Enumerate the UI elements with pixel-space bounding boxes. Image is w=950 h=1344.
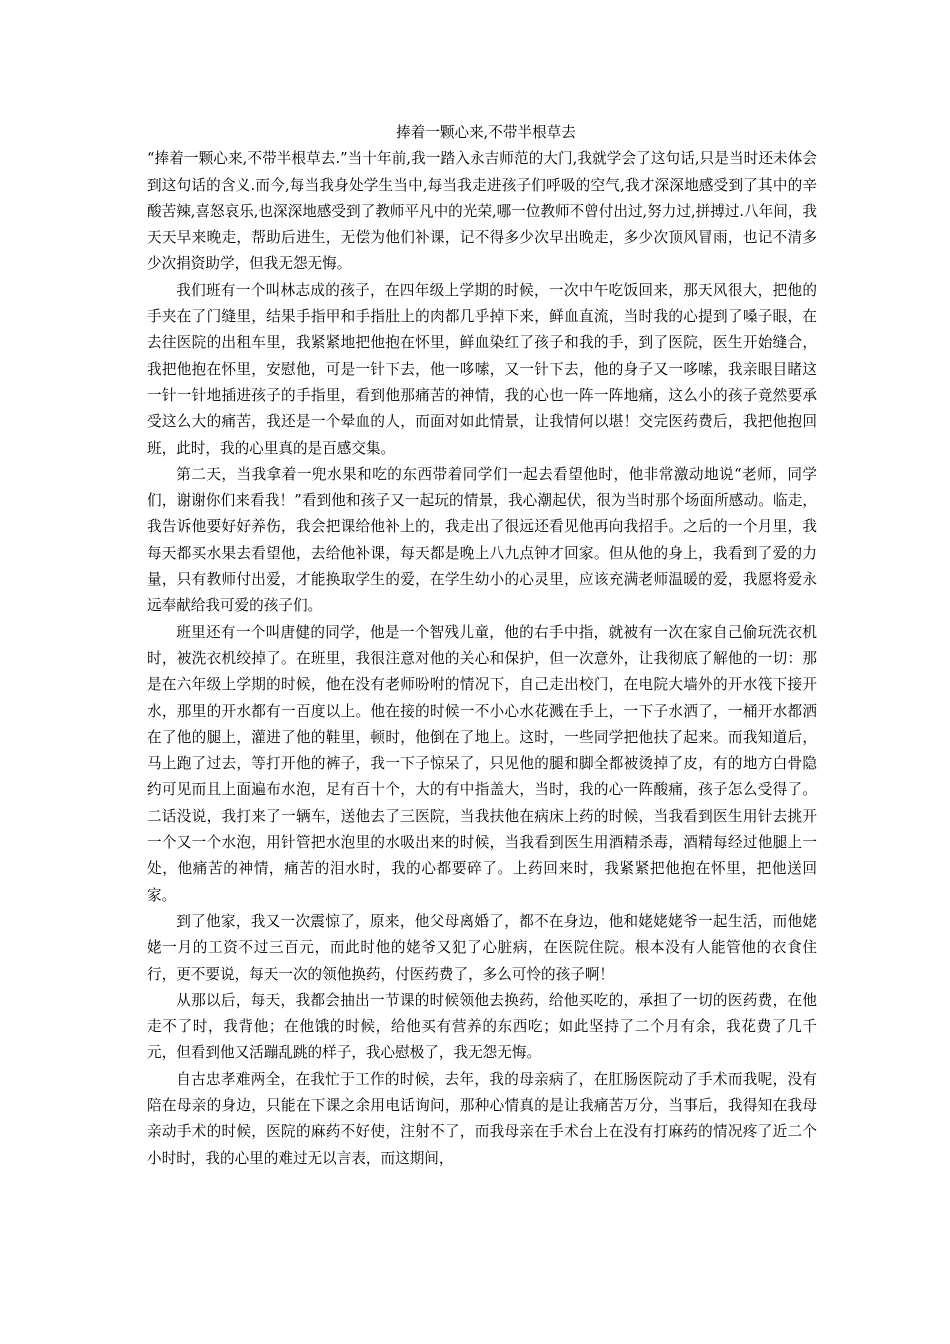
paragraph-1: “捧着一颗心来,不带半根草去.”当十年前,我一踏入永吉师范的大门,我就学会了这句话,只是当时还未体会到这句话的含义.而今,每当我身处学生当中,每当我走进孩子们呼吸的空气,我才深深地感受到了其中的辛酸苦辣,喜怒哀乐,也深深地感受到了教师平凡中的光荣,哪一位教师不曾付出过,努力过,拼搏过.八年间，我天天早来晚走，帮助后进生，无偿为他们补课，记不得多少次早出晚走，多少次顶风冒雨，也记不清多少次捐资助学，但我无怨无悔。	[147, 150, 817, 273]
paragraph-4: 班里还有一个叫唐健的同学，他是一个智残儿童，他的右手中指，就被有一次在家自己偷玩洗衣机时，被洗衣机绞掉了。在班里，我很注意对他的关心和保护，但一次意外，让我彻底了解他的一切：那是在六年级上学期的时候，他在没有老师吩咐的情况下，自己走出校门，在电院大墙外的开水筏下接开水，那里的开水都有一百度以上。他在接的时候一不小心水花溅在手上，一下子水洒了，一桶开水都洒在了他的腿上，灌进了他的鞋里，顿时，他倒在了地上。这时，一些同学把他扶了起来。而我知道后，马上跑了过去，等打开他的裤子，我一下子惊呆了，只见他的腿和脚全都被烫掉了皮，有的地方白骨隐约可见而且上面遍布水泡，足有百十个，大的有中指盖大，当时，我的心一阵酸痛，孩子怎么受得了。二话没说，我打来了一辆车，送他去了三医院，当我扶他在病床上药的时候，当我看到医生用针去挑开一个又一个水泡，用针管把水泡里的水吸出来的时候，当我看到医生用酒精杀毒，酒精每经过他腿上一处，他痛苦的神情，痛苦的泪水时，我的心都要碎了。上药回来时，我紧紧把他抱在怀里，把他送回家。	[147, 623, 817, 904]
document-title: 捧着一颗心来,不带半根草去	[396, 124, 576, 141]
paragraph-5: 到了他家，我又一次震惊了，原来，他父母离婚了，都不在身边，他和姥姥姥爷一起生活，而他姥姥一月的工资不过三百元，而此时他的姥爷又犯了心脏病，在医院住院。根本没有人能管他的衣食住行，更不要说，每天一次的领他换药，付医药费了，多么可怜的孩子啊！	[147, 912, 817, 983]
paragraph-2: 我们班有一个叫林志成的孩子，在四年级上学期的时候，一次中午吃饭回来，那天风很大，把他的手夹在了门缝里，结果手指甲和手指肚上的肉都几乎掉下来，鲜血直流，当时我的心提到了嗓子眼，在去往医院的出租车里，我紧紧地把他抱在怀里，鲜血染红了孩子和我的手，到了医院，医生开始缝合，我把他抱在怀里，安慰他，可是一针下去，他一哆嗦，又一针下去，他的身子又一哆嗦，我亲眼目睹这一针一针地插进孩子的手指里，看到他那痛苦的神情，我的心也一阵一阵地痛，这么小的孩子竟然要承受这么大的痛苦，我还是一个晕血的人，而面对如此情景，让我情何以堪！交完医药费后，我把他抱回班，此时，我的心里真的是百感交集。	[147, 281, 817, 457]
document-page	[147, 120, 817, 1172]
paragraph-6: 从那以后，每天，我都会抽出一节课的时候领他去换药，给他买吃的，承担了一切的医药费，在他走不了时，我背他；在他饿的时候，给他买有营养的东西吃；如此坚持了二个月有余，我花费了几千元，但看到他又活蹦乱跳的样子，我心慰极了，我无怨无悔。	[147, 991, 817, 1062]
paragraph-7: 自古忠孝难两全，在我忙于工作的时候，去年，我的母亲病了，在肛肠医院动了手术而我呢，没有陪在母亲的身边，只能在下课之余用电话询问，那种心情真的是让我痛苦万分，当事后，我得知在我母亲动手术的时候，医院的麻药不好使，注射不了，而我母亲在手术台上在没有打麻药的情况疼了近二个小时时，我的心里的难过无以言表，而这期间，	[147, 1070, 817, 1167]
paragraph-3: 第二天，当我拿着一兜水果和吃的东西带着同学们一起去看望他时，他非常激动地说“老师，同学们，谢谢你们来看我！”看到他和孩子又一起玩的情景，我心潮起伏，很为当时那个场面所感动。临走，我告诉他要好好养伤，我会把课给他补上的，我走出了很远还看见他再向我招手。之后的一个月里，我每天都买水果去看望他，去给他补课，每天都是晚上八九点钟才回家。但从他的身上，我看到了爱的力量，只有教师付出爱，才能换取学生的爱，在学生幼小的心灵里，应该充满老师温暖的爱，我愿将爱永远奉献给我可爱的孩子们。	[147, 465, 817, 615]
